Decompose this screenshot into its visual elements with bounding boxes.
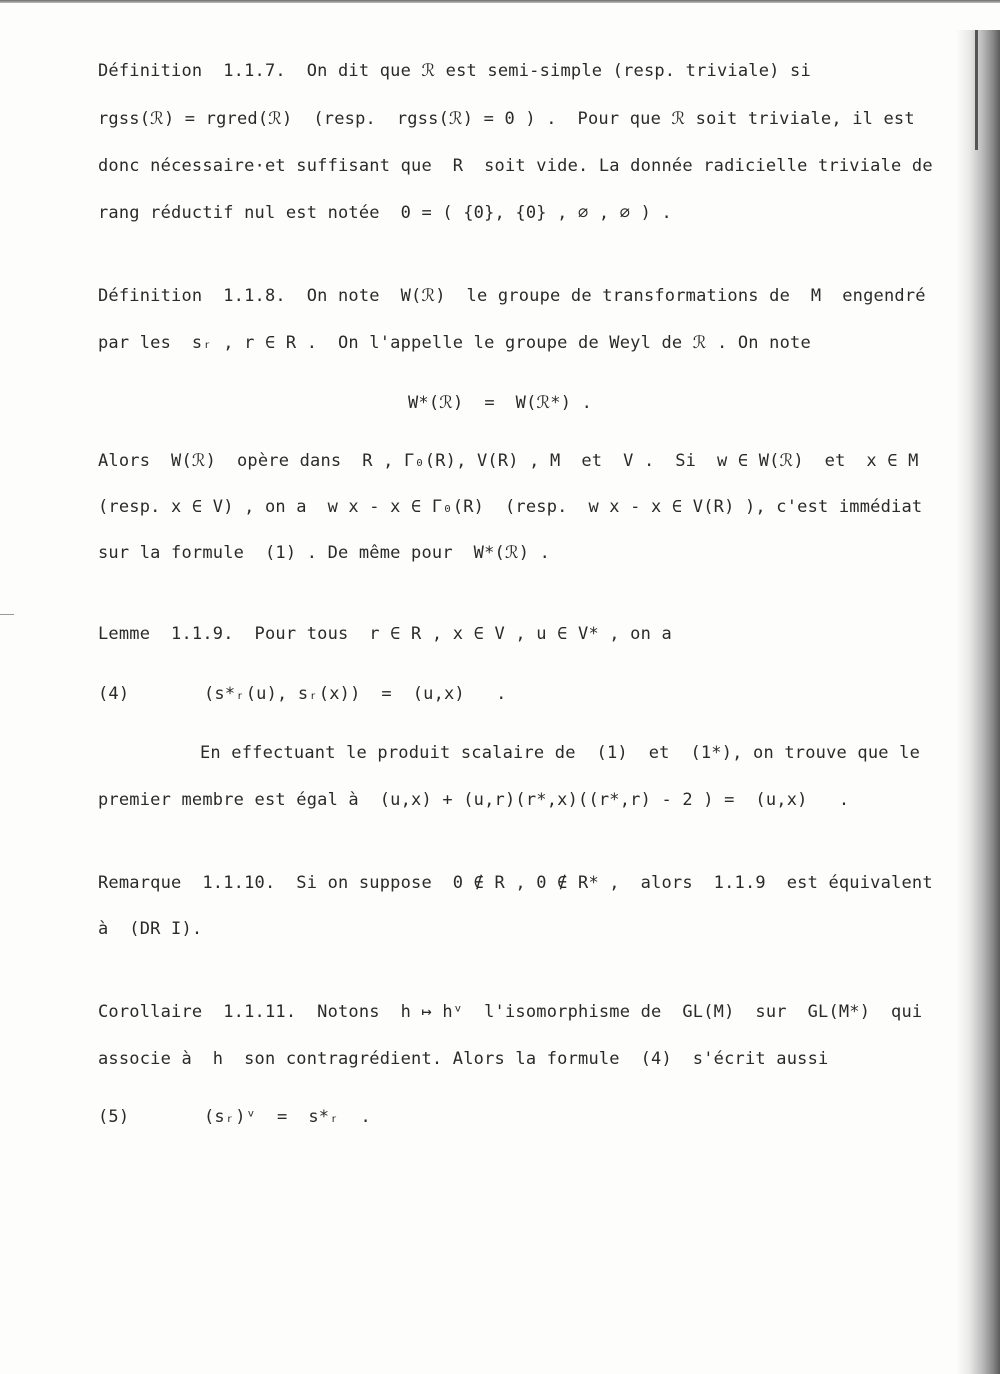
weyl-dual-formula: W*(ℛ) = W(ℛ*) . [407,393,593,413]
definition-1-1-7-line-2: rgss(ℛ) = rgred(ℛ) (resp. rgss(ℛ) = 0 ) . Pour que ℛ soit triviale, il est [98,109,915,129]
alors-line-2: (resp. x ∈ V) , on a w x - x ∈ Γ₀(R) (resp. w x - x ∈ V(R) ), c'est immédiat [98,497,923,517]
definition-1-1-7-line-4: rang réductif nul est notée 0 = ( {0}, {0} , ∅ , ∅ ) . [98,203,672,223]
margin-mark [0,614,14,615]
remarque-1-1-10-line-1: Remarque 1.1.10. Si on suppose 0 ∉ R , 0 ∉ R* , alors 1.1.9 est équivalent [98,873,933,893]
remarque-1-1-10-line-2: à (DR I). [98,919,203,939]
proof-line-2: premier membre est égal à (u,x) + (u,r)(r*,x)((r*,r) - 2 ) = (u,x) . [98,790,850,810]
equation-number-4: (4) [98,684,130,704]
alors-line-3: sur la formule (1) . De même pour W*(ℛ) . [98,543,551,563]
definition-1-1-7-line-3: donc nécessaire·et suffisant que R soit vide. La donnée radicielle triviale de [98,156,933,176]
definition-1-1-8-line-1: Définition 1.1.8. On note W(ℛ) le groupe de transformations de M engendré [98,286,926,306]
alors-line-1: Alors W(ℛ) opère dans R , Γ₀(R), V(R) , M et V . Si w ∈ W(ℛ) et x ∈ M [98,451,919,471]
definition-1-1-7-line-1: Définition 1.1.7. On dit que ℛ est semi-simple (resp. triviale) si [98,61,811,81]
definition-1-1-8-line-2: par les sᵣ , r ∈ R . On l'appelle le groupe de Weyl de ℛ . On note [98,333,811,353]
top-border [0,0,1000,3]
proof-line-1: En effectuant le produit scalaire de (1) et (1*), on trouve que le [200,743,921,763]
corollaire-1-1-11-line-2: associe à h son contragrédient. Alors la formule (4) s'écrit aussi [98,1049,829,1069]
equation-4: (s*ᵣ(u), sᵣ(x)) = (u,x) . [204,684,507,704]
lemme-1-1-9-line-1: Lemme 1.1.9. Pour tous r ∈ R , x ∈ V , u ∈ V* , on a [98,624,672,644]
equation-5: (sᵣ)ᵛ = s*ᵣ . [204,1107,371,1127]
page-edge-mark [975,30,978,150]
equation-number-5: (5) [98,1107,130,1127]
corollaire-1-1-11-line-1: Corollaire 1.1.11. Notons h ↦ hᵛ l'isomorphisme de GL(M) sur GL(M*) qui [98,1002,923,1022]
page-edge-shadow [956,30,1000,1374]
